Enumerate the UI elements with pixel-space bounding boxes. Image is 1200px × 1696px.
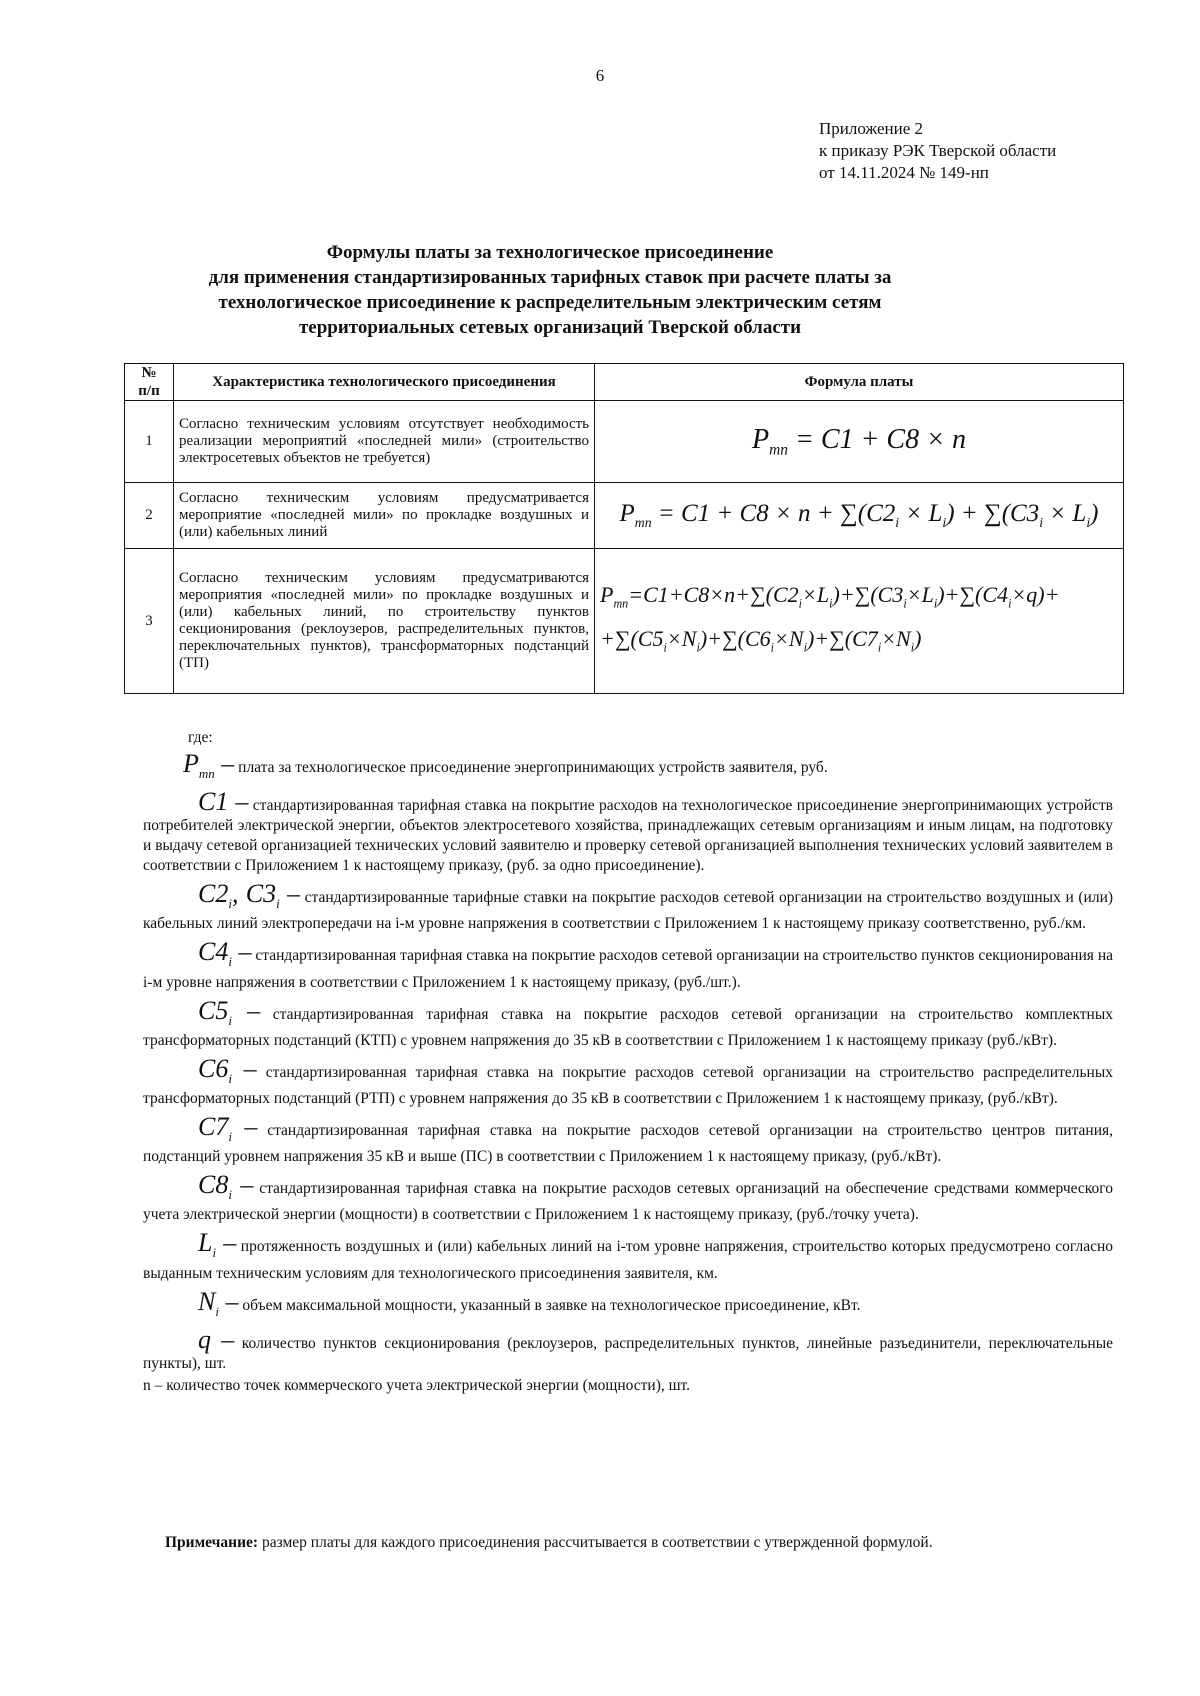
symbol-p-tn: $P_{тп}$ – bbox=[183, 749, 235, 782]
legend-text: стандартизированные тарифные ставки на покрытие расходов сетевой организации на строительство воздушных и (или) кабельных линий электропередачи на i-м уровне напряжения в соответствии с Приложением 1 к настоящему приказу соответственно, руб./км. bbox=[143, 889, 1114, 933]
appendix-reference bbox=[819, 118, 1056, 184]
symbol-l: $L_i$ – bbox=[198, 1228, 237, 1261]
formula-3-line: $+\sum(C5_i\times N_i)+\sum(C6_i\times N_i)+\sum(C7_i\times N_i)$ bbox=[600, 626, 922, 655]
header-number-line: № bbox=[141, 365, 157, 381]
legend-text: стандартизированная тарифная ставка на покрытие расходов сетевой организации на строительство центров питания, подстанций уровнем напряжения 35 кВ и выше (ПС) в соответствии с Приложением 1 к настоящему приказу, (руб./кВт). bbox=[143, 1121, 1114, 1166]
row-number: 3 bbox=[125, 549, 174, 694]
title-line: Формулы платы за технологическое присоединение bbox=[326, 242, 774, 263]
legend-text: стандартизированная тарифная ставка на покрытие расходов сетевой организации на строительство комплектных трансформаторных подстанций (КТП) с уровнем напряжения до 35 кВ в соответствии с Приложением 1 к настоящему приказу (руб./кВт). bbox=[143, 1005, 1114, 1049]
legend-text: n – количество точек коммерческого учета электрической энергии (мощности), шт. bbox=[143, 1376, 691, 1394]
row-number: 2 bbox=[125, 483, 174, 549]
row-characteristic: Согласно техническим условиям предусматриваются мероприятия «последней мили» по прокладке воздушных и (или) кабельных линий, по строительству пунктов секционирования (реклоузеров, распределительных пунктов, переключательных пунктов), трансформаторных подстанций (ТП) bbox=[174, 549, 595, 694]
appendix-line: от 14.11.2024 № 149-нп bbox=[819, 163, 989, 182]
header-formula: Формула платы bbox=[595, 364, 1124, 401]
legend-item bbox=[143, 1170, 1113, 1225]
legend-item bbox=[143, 1111, 1114, 1167]
header-number bbox=[125, 364, 174, 401]
page-number: 6 bbox=[595, 66, 605, 85]
document-title bbox=[150, 240, 950, 340]
symbol-c5: $C5_i$ – bbox=[198, 995, 261, 1028]
legend-text: стандартизированная тарифная ставка на покрытие расходов сетевой организации на строительство распределительных трансформаторных подстанций (РТП) с уровнем напряжения до 35 кВ в соответствии с Приложением 1 к настоящему приказу, (руб./кВт). bbox=[143, 1063, 1113, 1107]
legend-text: протяженность воздушных и (или) кабельных линий на i-том уровне напряжения, строительство которых предусмотрено согласно выданным техническим условиям для технологического присоединения заявителя, км. bbox=[143, 1238, 1114, 1282]
row-characteristic: Согласно техническим условиям предусматривается мероприятие «последней мили» по прокладке воздушных и (или) кабельных линий bbox=[174, 483, 595, 549]
legend-text: количество пунктов секционирования (реклоузеров, распределительных пунктов, линейные разъединители, переключательные пункты), шт. bbox=[143, 1334, 1114, 1372]
symbol-c2-c3: $C2_i$, $C3_i$ – bbox=[198, 879, 300, 912]
legend-text: стандартизированная тарифная ставка на покрытие расходов сетевых организаций на обеспечение средствами коммерческого учета электрической энергии (мощности) в соответствии с Приложением 1 к настоящему приказу, (руб./точку учета). bbox=[143, 1180, 1113, 1224]
appendix-line: Приложение 2 bbox=[819, 119, 923, 138]
symbol-q: q – bbox=[198, 1324, 235, 1354]
table-row bbox=[125, 549, 1124, 694]
legend-item bbox=[143, 1286, 1113, 1322]
symbol-n-power: $N_i$ – bbox=[198, 1286, 239, 1319]
symbol-c7: $C7_i$ – bbox=[198, 1111, 258, 1145]
legend-item bbox=[143, 1324, 1114, 1374]
symbol-c4: $C4_i$ – bbox=[198, 937, 252, 970]
legend-text: объем максимальной мощности, указанный в заявке на технологическое присоединение, кВт. bbox=[242, 1296, 861, 1314]
footnote bbox=[165, 1534, 933, 1552]
formula-3-line: $P_{тп}=C1+C8\times n+\sum(C2_i\times L_i)+\sum(C3_i\times L_i)+\sum(C4_i\times q)+$ bbox=[600, 581, 1060, 610]
legend-item bbox=[143, 995, 1114, 1051]
legend-text: стандартизированная тарифная ставка на покрытие расходов сетевой организации на строительство пунктов секционирования на i-м уровне напряжения в соответствии с Приложением 1 к настоящему приказу, (руб./шт.). bbox=[143, 947, 1113, 991]
symbol-c1: C1 – bbox=[198, 787, 249, 817]
header-characteristic: Характеристика технологического присоединения bbox=[174, 364, 595, 401]
symbol-c6: $C6_i$ – bbox=[198, 1053, 257, 1086]
legend-text: плата за технологическое присоединение энергопринимающих устройств заявителя, руб. bbox=[238, 759, 828, 776]
symbol-c8: $C8_i$ – bbox=[198, 1170, 254, 1203]
formulas-table bbox=[124, 363, 1124, 694]
formula-1: $P_{тп} = C1 + C8 \times n$ bbox=[595, 401, 1124, 483]
table-row bbox=[125, 483, 1124, 549]
legend-item bbox=[143, 879, 1114, 934]
legend-intro: где: bbox=[188, 729, 213, 746]
note-text: размер платы для каждого присоединения рассчитывается в соответствии с утвержденной формулой. bbox=[261, 1534, 933, 1551]
title-line: для применения стандартизированных тарифных ставок при расчете платы за bbox=[208, 267, 892, 288]
legend-text: стандартизированная тарифная ставка на покрытие расходов на технологическое присоединение энергопринимающих устройств потребителей электрической энергии, объектов электросетевого хозяйства, принадлежащих сетевым организациям и иным лицам, на подготовку и выдачу сетевой организацией технических условий заявителю и проверку сетевой организацией выполнения технических условий заявителем в соответствии с Приложением 1 к настоящему приказу, (руб. за одно присоединение). bbox=[143, 797, 1114, 875]
legend-item bbox=[143, 749, 1113, 784]
legend-item bbox=[143, 937, 1113, 992]
formula-2: $P_{тп} = C1 + C8 \times n + \sum(C2_i \times L_i) + \sum(C3_i \times L_i)$ bbox=[595, 483, 1124, 549]
header-number-line: п/п bbox=[138, 383, 160, 399]
legend-item bbox=[143, 1053, 1113, 1109]
note-label: Примечание: bbox=[165, 1534, 259, 1551]
table-header-row bbox=[125, 364, 1124, 401]
row-characteristic: Согласно техническим условиям отсутствует необходимость реализации мероприятий «последней мили» (строительство электросетевых объектов не требуется) bbox=[174, 401, 595, 483]
legend-item bbox=[143, 1228, 1114, 1283]
row-number: 1 bbox=[125, 401, 174, 483]
title-line: территориальных сетевых организаций Тверской области bbox=[298, 317, 802, 338]
appendix-line: к приказу РЭК Тверской области bbox=[819, 141, 1057, 160]
symbol-legend bbox=[143, 728, 1113, 1404]
legend-item bbox=[143, 1376, 1113, 1396]
table-row bbox=[125, 401, 1124, 483]
formula-3 bbox=[595, 549, 1124, 694]
legend-item bbox=[143, 787, 1114, 876]
title-line: технологическое присоединение к распределительным электрическим сетям bbox=[218, 292, 882, 313]
